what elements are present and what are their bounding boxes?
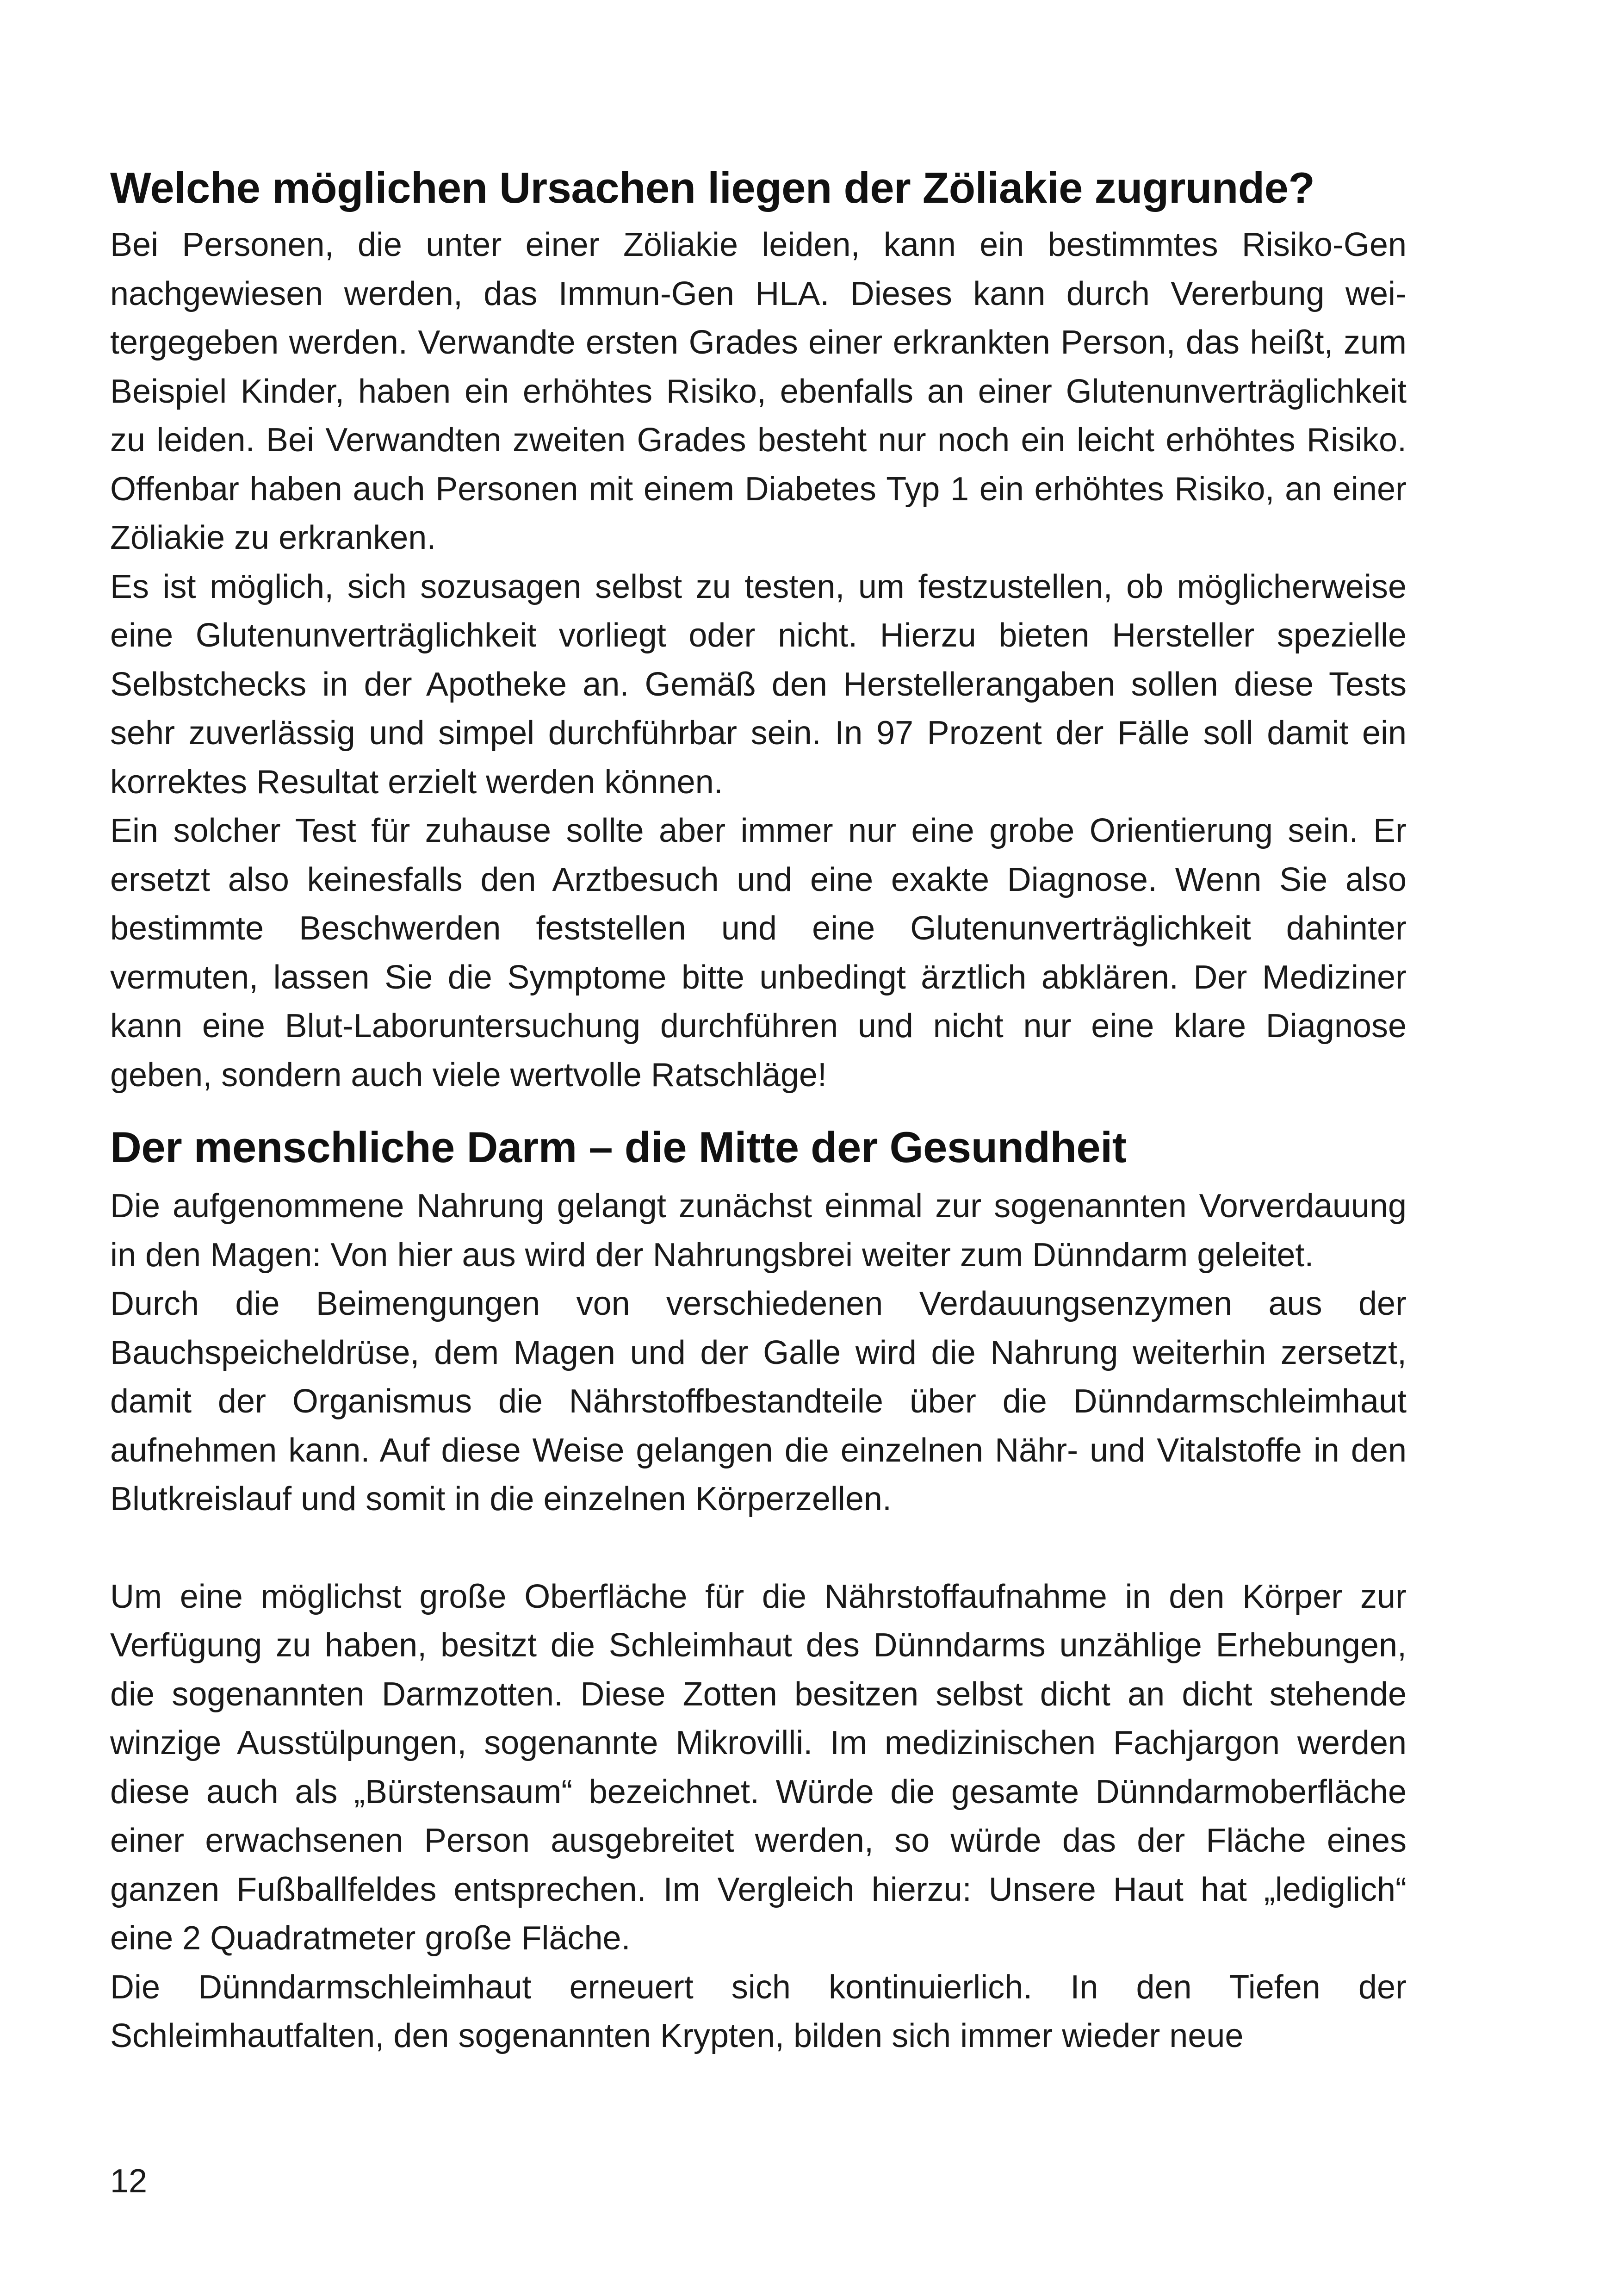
- paragraph: Durch die Beimengungen von verschiedenen Verdauungsenzymen aus der Bauchspeicheldrüse, dem Magen und der Galle wird die Nahrung weiterhin zersetzt, damit der Organismus die Nährstoffbestandteile über die Dünndarmschleimhaut aufnehmen kann. Auf diese Weise gelangen die einzelnen Nähr- und Vitalstoffe in den Blutkreislauf und somit in die einzelnen Körperzellen.: [110, 1285, 1407, 1518]
- paragraph: Ein solcher Test für zuhause sollte aber immer nur eine grobe Orientierung sein. Er ersetzt also keinesfalls den Arztbesuch und eine exakte Diagnose. Wenn Sie also bestimmte Beschwerden feststellen und eine Glutenunverträglichkeit dahinter vermuten, lassen Sie die Symptome bitte unbedingt ärztlich abklären. Der Mediziner kann eine Blut-Laboruntersuchung durchführen und nicht nur eine klare Diagnose geben, sondern auch viele wertvolle Ratschläge!: [110, 812, 1407, 1094]
- section-menschlicher-darm: [110, 1119, 1407, 2061]
- section-zoeliakie-ursachen: [110, 160, 1407, 1100]
- page-content: [110, 160, 1407, 2061]
- section-heading: Der menschliche Darm – die Mitte der Gesundheit: [110, 1123, 1127, 1171]
- paragraph: Die aufgenommene Nahrung gelangt zunächst einmal zur sogenannten Vorverdauung in den Magen: Von hier aus wird der Nahrungsbrei weiter zum Dünndarm geleitet.: [110, 1188, 1407, 1274]
- paragraph: Um eine möglichst große Oberfläche für die Nährstoffaufnahme in den Körper zur Verfügung zu haben, besitzt die Schleimhaut des Dünndarms unzählige Erhebungen, die sogenannten Darmzotten. Diese Zotten besitzen selbst dicht an dicht stehende winzige Ausstülpungen, sogenannte Mikrovilli. Im medizinischen Fachjargon werden diese auch als „Bürstensaum“ bezeichnet. Würde die gesamte Dünndarmoberfläche einer erwachsenen Person ausgebreitet werden, so würde das der Fläche eines ganzen Fußballfeldes entsprechen. Im Vergleich hierzu: Unsere Haut hat „lediglich“ eine 2 Quadratmeter große Fläche.: [110, 1578, 1407, 1957]
- paragraph: Es ist möglich, sich sozusagen selbst zu testen, um festzustellen, ob möglicherweise eine Glutenunverträglichkeit vorliegt oder nicht. Hierzu bieten Hersteller spezielle Selbstchecks in der Apotheke an. Gemäß den Herstellerangaben sollen diese Tests sehr zuverlässig und simpel durchführbar sein. In 97 Prozent der Fälle soll damit ein korrektes Resultat erzielt werden können.: [110, 568, 1407, 801]
- paragraph: Bei Personen, die unter einer Zöliakie leiden, kann ein bestimmtes Risiko-Gen nachgewiesen werden, das Immun-Gen HLA. Dieses kann durch Vererbung weitergegeben werden. Verwandte ersten Grades einer erkrankten Person, das heißt, zum Beispiel Kinder, haben ein erhöhtes Risiko, ebenfalls an einer Glutenunverträglichkeit zu leiden. Bei Verwandten zweiten Grades besteht nur noch ein leicht erhöhtes Risiko. Offenbar haben auch Personen mit einem Diabetes Typ 1 ein erhöhtes Risiko, an einer Zöliakie zu erkranken.: [110, 226, 1407, 556]
- page-number: 12: [110, 2163, 148, 2200]
- paragraph: Die Dünndarmschleimhaut erneuert sich kontinuierlich. In den Tiefen der Schleimhautfalten, den sogenannten Krypten, bilden sich immer wieder neue: [110, 1968, 1407, 2054]
- section-heading: Welche möglichen Ursachen liegen der Zöliakie zugrunde?: [110, 163, 1315, 212]
